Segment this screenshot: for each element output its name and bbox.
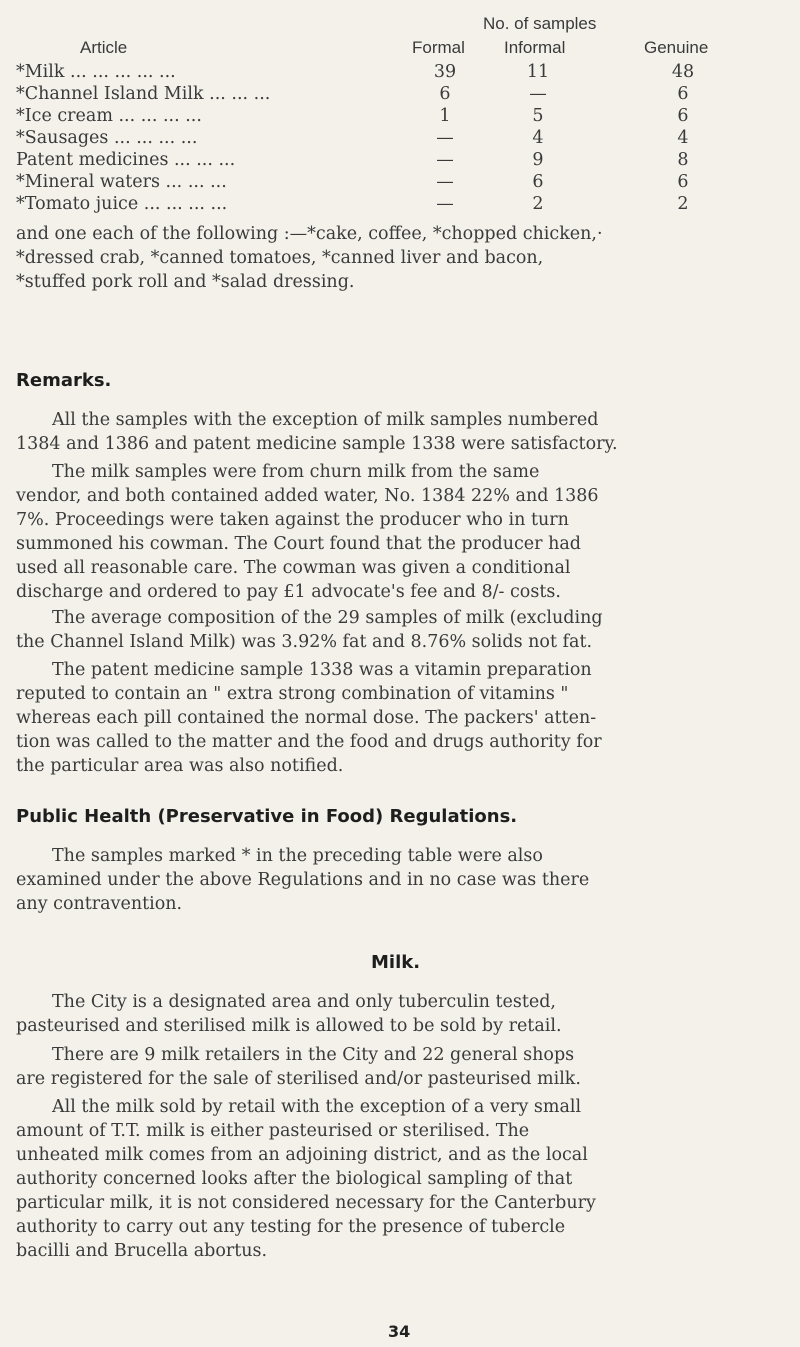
- remarks-heading: Remarks.: [16, 370, 112, 391]
- genuine-cell: 4: [677, 128, 689, 148]
- table-row: [0, 128, 800, 150]
- text-line: unheated milk comes from an adjoining district, and as the local: [16, 1145, 588, 1165]
- remarks-paragraph-3: [16, 606, 786, 654]
- formal-cell: —: [436, 172, 454, 192]
- formal-cell: —: [436, 194, 454, 214]
- text-line: pasteurised and sterilised milk is allowed to be sold by retail.: [16, 1016, 562, 1036]
- text-line: any contravention.: [16, 894, 183, 914]
- article-cell: *Tomato juice ... ... ... ...: [16, 194, 228, 214]
- text-line: authority to carry out any testing for the presence of tubercle: [16, 1217, 566, 1237]
- text-line: particular milk, it is not considered necessary for the Canterbury: [16, 1193, 596, 1213]
- text-line: bacilli and Brucella abortus.: [16, 1241, 268, 1261]
- informal-cell: 9: [532, 150, 544, 170]
- remarks-paragraph-1: [16, 408, 786, 456]
- formal-cell: —: [436, 128, 454, 148]
- formal-cell: 39: [433, 62, 457, 82]
- article-cell: *Sausages ... ... ... ...: [16, 128, 198, 148]
- text-line: used all reasonable care. The cowman was given a conditional: [16, 558, 571, 578]
- genuine-cell: 2: [677, 194, 689, 214]
- text-line: The samples marked * in the preceding table were also: [52, 846, 543, 866]
- article-cell: *Ice cream ... ... ... ...: [16, 106, 202, 126]
- text-line: discharge and ordered to pay £1 advocate's fee and 8/- costs.: [16, 582, 561, 602]
- text-line: All the samples with the exception of milk samples numbered: [52, 410, 599, 430]
- informal-cell: 6: [532, 172, 544, 192]
- text-line: vendor, and both contained added water, No. 1384 22% and 1386: [16, 486, 599, 506]
- genuine-cell: 6: [677, 106, 689, 126]
- text-line: The milk samples were from churn milk from the same: [52, 462, 540, 482]
- formal-cell: 6: [439, 84, 451, 104]
- col-genuine: Genuine: [644, 38, 709, 57]
- text-line: 7%. Proceedings were taken against the producer who in turn: [16, 510, 569, 530]
- text-line: reputed to contain an " extra strong combination of vitamins ": [16, 684, 569, 704]
- informal-cell: 2: [532, 194, 544, 214]
- text-line: and one each of the following :—*cake, coffee, *chopped chicken,·: [16, 224, 603, 244]
- genuine-cell: 6: [677, 84, 689, 104]
- remarks-paragraph-4: [16, 658, 786, 778]
- remarks-paragraph-2: [16, 460, 786, 604]
- table-row: [0, 84, 800, 106]
- text-line: The City is a designated area and only tuberculin tested,: [52, 992, 556, 1012]
- milk-paragraph-1: [16, 990, 786, 1038]
- text-line: whereas each pill contained the normal dose. The packers' atten-: [16, 708, 597, 728]
- text-line: authority concerned looks after the biological sampling of that: [16, 1169, 573, 1189]
- text-line: *stuffed pork roll and *salad dressing.: [16, 272, 355, 292]
- informal-cell: 5: [532, 106, 544, 126]
- following-paragraph: [16, 222, 786, 294]
- preservative-heading: Public Health (Preservative in Food) Regulations.: [16, 806, 518, 827]
- table-row: [0, 194, 800, 216]
- text-line: summoned his cowman. The Court found that the producer had: [16, 534, 581, 554]
- formal-cell: —: [436, 150, 454, 170]
- text-line: tion was called to the matter and the food and drugs authority for: [16, 732, 602, 752]
- article-cell: *Milk ... ... ... ... ...: [16, 62, 176, 82]
- col-informal: Informal: [504, 38, 566, 57]
- milk-paragraph-3: [16, 1095, 786, 1263]
- table-row: [0, 106, 800, 128]
- text-line: *dressed crab, *canned tomatoes, *canned liver and bacon,: [16, 248, 544, 268]
- text-line: examined under the above Regulations and in no case was there: [16, 870, 590, 890]
- informal-cell: 4: [532, 128, 544, 148]
- genuine-cell: 6: [677, 172, 689, 192]
- preservative-paragraph: [16, 844, 786, 916]
- text-line: There are 9 milk retailers in the City and 22 general shops: [52, 1045, 575, 1065]
- text-line: amount of T.T. milk is either pasteurised or sterilised. The: [16, 1121, 530, 1141]
- group-header: No. of samples: [483, 14, 597, 33]
- text-line: the particular area was also notified.: [16, 756, 344, 776]
- genuine-cell: 48: [671, 62, 695, 82]
- informal-cell: 11: [526, 62, 550, 82]
- text-line: The patent medicine sample 1338 was a vitamin preparation: [52, 660, 592, 680]
- text-line: the Channel Island Milk) was 3.92% fat and 8.76% solids not fat.: [16, 632, 593, 652]
- table-row: [0, 172, 800, 194]
- informal-cell: —: [529, 84, 547, 104]
- article-cell: *Channel Island Milk ... ... ...: [16, 84, 271, 104]
- milk-heading: Milk.: [371, 952, 421, 973]
- col-article: Article: [80, 38, 128, 57]
- milk-paragraph-2: [16, 1043, 786, 1091]
- text-line: The average composition of the 29 samples of milk (excluding: [52, 608, 603, 628]
- page-number: 34: [388, 1322, 411, 1341]
- col-formal: Formal: [412, 38, 465, 57]
- text-line: are registered for the sale of sterilised and/or pasteurised milk.: [16, 1069, 581, 1089]
- text-line: All the milk sold by retail with the exception of a very small: [52, 1097, 582, 1117]
- table-row: [0, 62, 800, 84]
- text-line: 1384 and 1386 and patent medicine sample 1338 were satisfactory.: [16, 434, 618, 454]
- table-row: [0, 150, 800, 172]
- genuine-cell: 8: [677, 150, 689, 170]
- article-cell: Patent medicines ... ... ...: [16, 150, 236, 170]
- article-cell: *Mineral waters ... ... ...: [16, 172, 227, 192]
- formal-cell: 1: [439, 106, 451, 126]
